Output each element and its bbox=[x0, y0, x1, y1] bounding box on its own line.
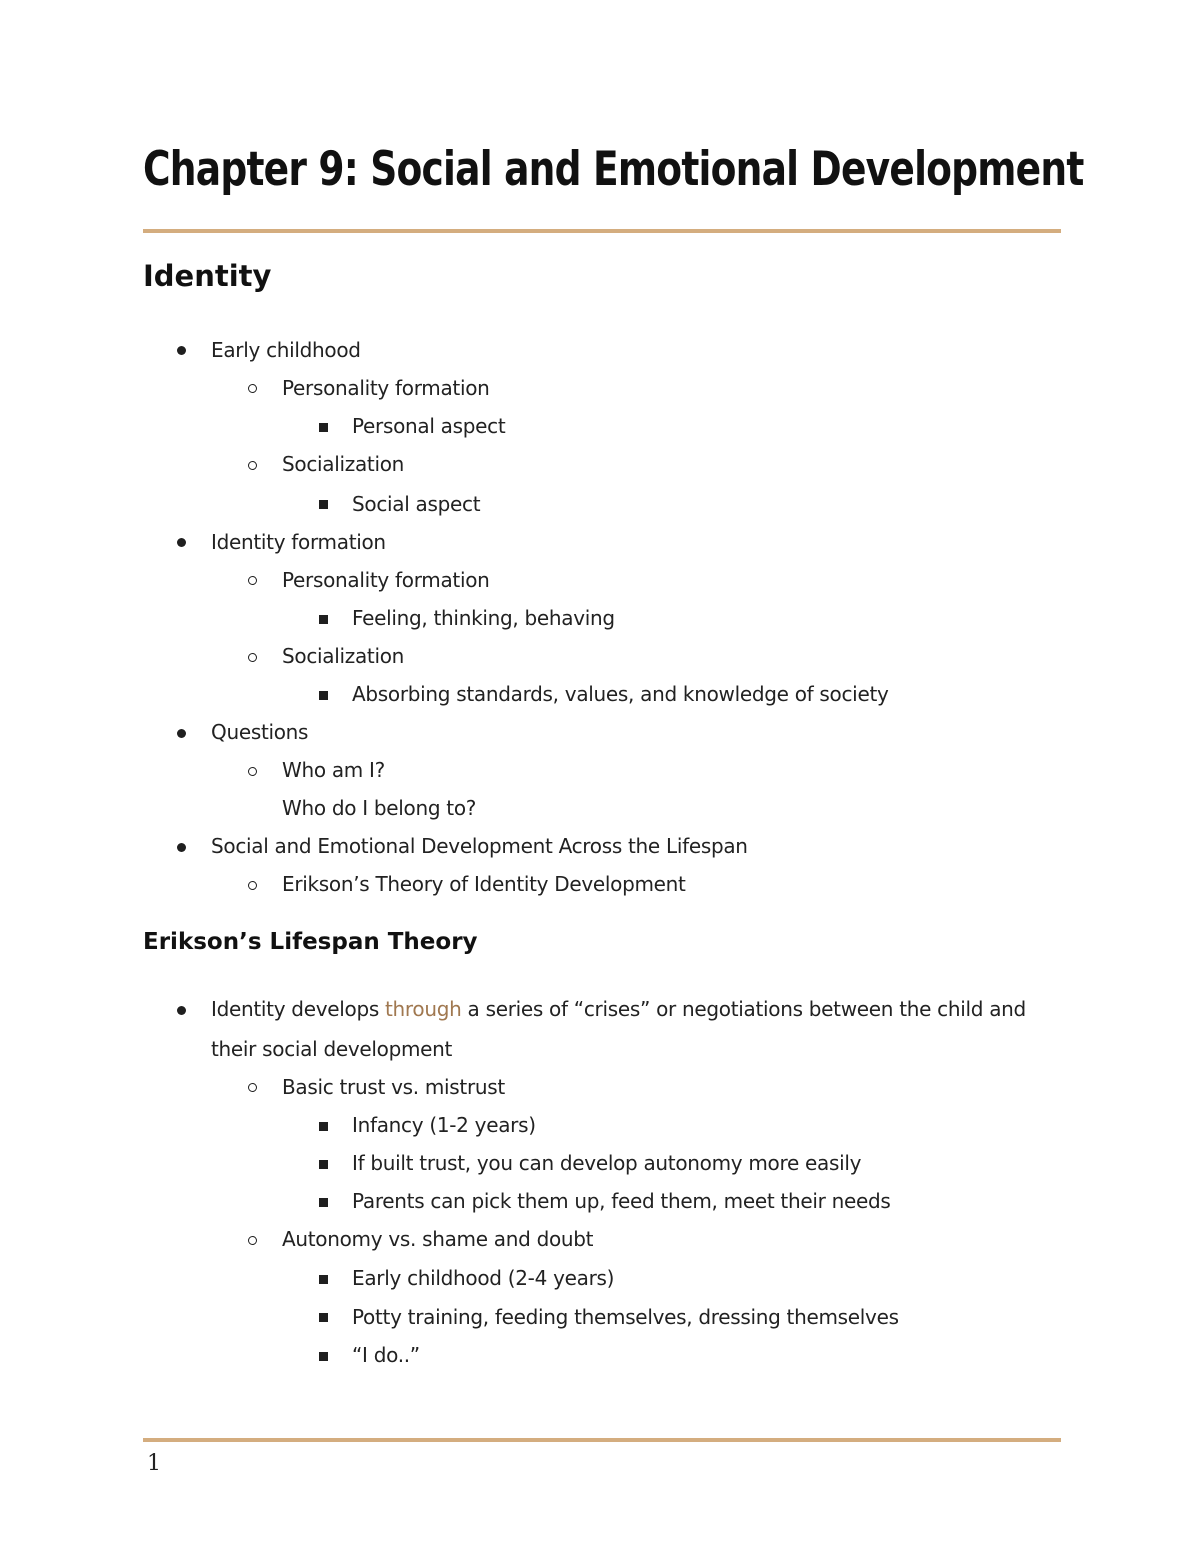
list-item-continuation: their social development bbox=[211, 1037, 453, 1061]
bullet-square-icon bbox=[319, 423, 328, 432]
bullet-disc-icon bbox=[177, 843, 186, 852]
bullet-square-icon bbox=[319, 1198, 328, 1207]
list-item: Infancy (1-2 years) bbox=[352, 1113, 536, 1137]
list-item: Socialization bbox=[282, 452, 405, 476]
bullet-disc-icon bbox=[177, 1006, 186, 1015]
list-item: Who do I belong to? bbox=[282, 796, 477, 820]
list-item: Parents can pick them up, feed them, meet their needs bbox=[352, 1189, 891, 1213]
highlighted-word: through bbox=[385, 997, 462, 1021]
list-item: Absorbing standards, values, and knowledge of society bbox=[352, 682, 889, 706]
bullet-circle-icon bbox=[248, 384, 257, 393]
page-number: 1 bbox=[147, 1451, 161, 1476]
list-item: Social aspect bbox=[352, 492, 481, 516]
bullet-circle-icon bbox=[248, 767, 257, 776]
list-item bbox=[211, 997, 1026, 1021]
list-item: Personality formation bbox=[282, 376, 490, 400]
list-item: Personality formation bbox=[282, 568, 490, 592]
document-title: Chapter 9: Social and Emotional Development bbox=[143, 142, 1084, 197]
list-item: Erikson’s Theory of Identity Development bbox=[282, 872, 686, 896]
list-item: Early childhood (2-4 years) bbox=[352, 1266, 615, 1290]
bullet-square-icon bbox=[319, 1122, 328, 1131]
bullet-circle-icon bbox=[248, 1083, 257, 1092]
bullet-circle-icon bbox=[248, 1236, 257, 1245]
bullet-circle-icon bbox=[248, 576, 257, 585]
list-item: If built trust, you can develop autonomy more easily bbox=[352, 1151, 862, 1175]
list-item: Questions bbox=[211, 720, 309, 744]
footer-divider bbox=[143, 1438, 1061, 1442]
bullet-circle-icon bbox=[248, 881, 257, 890]
list-item: Potty training, feeding themselves, dressing themselves bbox=[352, 1305, 899, 1329]
bullet-circle-icon bbox=[248, 653, 257, 662]
list-item: Social and Emotional Development Across the Lifespan bbox=[211, 834, 748, 858]
bullet-disc-icon bbox=[177, 729, 186, 738]
list-item-text: a series of “crises” or negotiations between the child and bbox=[461, 997, 1026, 1021]
section-heading-erikson: Erikson’s Lifespan Theory bbox=[143, 929, 478, 955]
bullet-square-icon bbox=[319, 1275, 328, 1284]
bullet-square-icon bbox=[319, 615, 328, 624]
bullet-square-icon bbox=[319, 500, 328, 509]
list-item: Socialization bbox=[282, 644, 405, 668]
section-heading-identity: Identity bbox=[143, 259, 272, 293]
bullet-disc-icon bbox=[177, 346, 186, 355]
bullet-square-icon bbox=[319, 1352, 328, 1361]
bullet-square-icon bbox=[319, 691, 328, 700]
list-item-text: Identity develops bbox=[211, 997, 386, 1021]
bullet-circle-icon bbox=[248, 461, 257, 470]
list-item: Autonomy vs. shame and doubt bbox=[282, 1227, 594, 1251]
bullet-square-icon bbox=[319, 1313, 328, 1322]
bullet-square-icon bbox=[319, 1160, 328, 1169]
list-item: “I do..” bbox=[352, 1343, 420, 1367]
list-item: Early childhood bbox=[211, 338, 361, 362]
list-item: Personal aspect bbox=[352, 414, 506, 438]
bullet-disc-icon bbox=[177, 538, 186, 547]
list-item: Basic trust vs. mistrust bbox=[282, 1075, 505, 1099]
list-item: Who am I? bbox=[282, 758, 385, 782]
list-item: Feeling, thinking, behaving bbox=[352, 606, 615, 630]
title-divider bbox=[143, 229, 1061, 233]
list-item: Identity formation bbox=[211, 530, 386, 554]
